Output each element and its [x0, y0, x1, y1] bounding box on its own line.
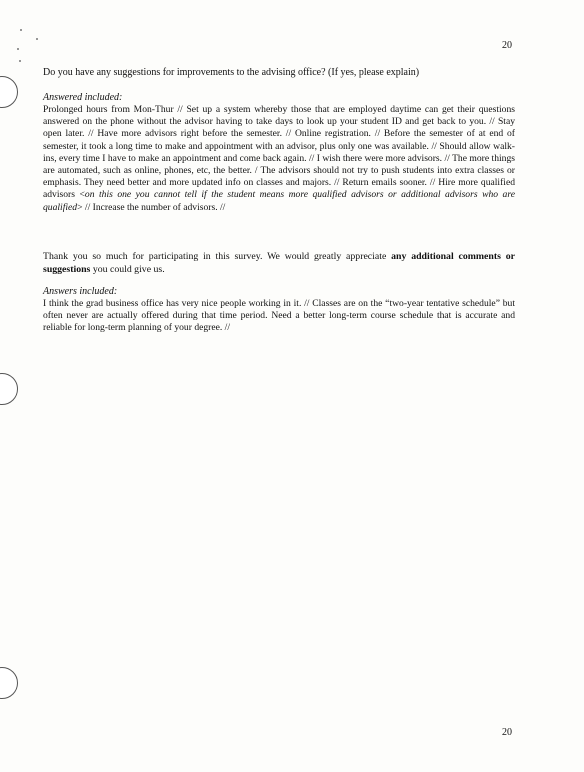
closing-text: Thank you so much for participating in this survey. We would greatly appreciate [43, 251, 392, 262]
answers-label: Answered included: [43, 92, 123, 103]
scan-speck [36, 38, 38, 40]
scan-speck [17, 48, 19, 50]
answers-text-end: > // Increase the number of advisors. // [77, 201, 226, 213]
punch-hole [0, 373, 18, 405]
closing-text-end: you could give us. [90, 263, 165, 275]
scan-speck [20, 29, 22, 31]
answers-text: Prolonged hours from Mon-Thur // Set up a system whereby those that are employed daytime can get their questions answered on the phone without the advisor having to take days to look up your student ID and get back to you. // Stay open later. // Have more advisors right before the semester. // Online registration. // Before the semester of at end of semester, it took a long time to make and appointment with an advisor, plus only one was available. // Should allow walk-ins, every time I have to make an appointment and come back again. // I wish there were more advisors. // The more things are automated, such as online, phones, etc, the better. / The advisors should not try to push students into extra classes or emphasis. They need better and more updated info on classes and majors. // Return emails sooner. // Hire more qualified advisors < [43, 104, 515, 201]
punch-hole [0, 667, 18, 699]
scan-speck [19, 60, 21, 62]
closing-emphasis: any additional comments or suggestions [43, 251, 515, 275]
answers-paragraph [43, 104, 515, 214]
page-number-bottom: 20 [502, 727, 512, 738]
answers-paragraph: I think the grad business office has very nice people working in it. // Classes are on the “two-year tentative schedule” but often never are actually offered during that time period. Need a better long-term course schedule that is accurate and reliable for long-term planning of your degree. // [43, 298, 515, 334]
closing-paragraph [43, 251, 515, 276]
answers-note: on this one you cannot tell if the student means more qualified advisors or additional advisors who are qualified [43, 189, 515, 213]
punch-hole [0, 76, 18, 108]
answers-label: Answers included: [43, 286, 118, 297]
page-number-top: 20 [502, 40, 512, 51]
survey-question: Do you have any suggestions for improvements to the advising office? (If yes, please explain) [43, 67, 420, 78]
